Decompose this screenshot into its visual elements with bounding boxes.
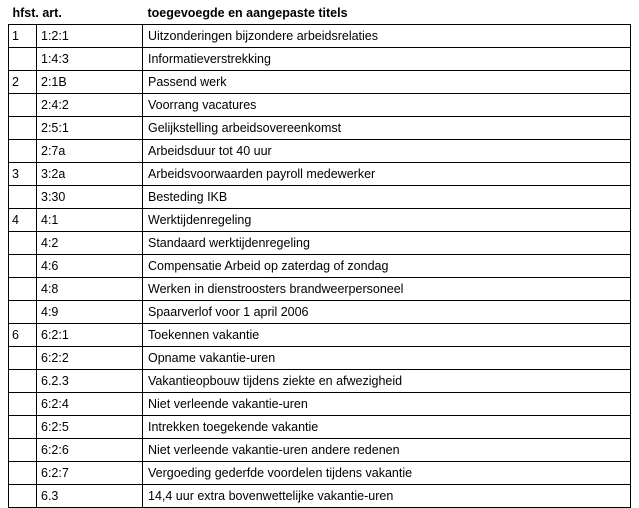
cell-hfst <box>9 48 37 71</box>
cell-art: 4:9 <box>37 301 143 324</box>
cell-hfst <box>9 462 37 485</box>
cell-art: 6.2.3 <box>37 370 143 393</box>
cell-titel: 14,4 uur extra bovenwettelijke vakantie-uren <box>143 485 631 508</box>
cell-art: 2:4:2 <box>37 94 143 117</box>
cell-hfst <box>9 94 37 117</box>
header-row <box>9 6 631 25</box>
cell-titel: Besteding IKB <box>143 186 631 209</box>
cell-hfst <box>9 140 37 163</box>
cell-art: 2:7a <box>37 140 143 163</box>
cell-art: 4:6 <box>37 255 143 278</box>
cell-hfst <box>9 347 37 370</box>
cell-art: 6:2:6 <box>37 439 143 462</box>
table-row <box>9 71 631 94</box>
cell-hfst: 3 <box>9 163 37 186</box>
cell-titel: Vergoeding gederfde voordelen tijdens vakantie <box>143 462 631 485</box>
cell-art: 1:2:1 <box>37 25 143 48</box>
cell-art: 6:2:1 <box>37 324 143 347</box>
cell-art: 6.3 <box>37 485 143 508</box>
header-titles: toegevoegde en aangepaste titels <box>147 6 348 20</box>
table-row <box>9 209 631 232</box>
cell-art: 3:30 <box>37 186 143 209</box>
cell-art: 1:4:3 <box>37 48 143 71</box>
cell-titel: Informatieverstrekking <box>143 48 631 71</box>
cell-titel: Vakantieopbouw tijdens ziekte en afwezigheid <box>143 370 631 393</box>
cell-titel: Arbeidsvoorwaarden payroll medewerker <box>143 163 631 186</box>
cell-hfst: 6 <box>9 324 37 347</box>
table-row <box>9 393 631 416</box>
cell-titel: Compensatie Arbeid op zaterdag of zondag <box>143 255 631 278</box>
table-row <box>9 416 631 439</box>
cell-titel: Spaarverlof voor 1 april 2006 <box>143 301 631 324</box>
cell-art: 4:2 <box>37 232 143 255</box>
cell-art: 2:5:1 <box>37 117 143 140</box>
cell-hfst <box>9 278 37 301</box>
cell-titel: Passend werk <box>143 71 631 94</box>
cell-hfst <box>9 301 37 324</box>
table-row <box>9 117 631 140</box>
cell-titel: Voorrang vacatures <box>143 94 631 117</box>
table-row <box>9 94 631 117</box>
table-row <box>9 485 631 508</box>
cell-hfst <box>9 439 37 462</box>
cell-hfst <box>9 370 37 393</box>
table-row <box>9 347 631 370</box>
cell-art: 6:2:7 <box>37 462 143 485</box>
cell-hfst <box>9 117 37 140</box>
table-row <box>9 439 631 462</box>
cell-titel: Opname vakantie-uren <box>143 347 631 370</box>
table-row <box>9 48 631 71</box>
cell-art: 3:2a <box>37 163 143 186</box>
cell-hfst <box>9 416 37 439</box>
cell-titel: Werken in dienstroosters brandweerpersoneel <box>143 278 631 301</box>
cell-titel: Toekennen vakantie <box>143 324 631 347</box>
cell-titel: Arbeidsduur tot 40 uur <box>143 140 631 163</box>
cell-art: 6:2:4 <box>37 393 143 416</box>
table-header <box>9 6 631 25</box>
cell-art: 6:2:5 <box>37 416 143 439</box>
table-row <box>9 324 631 347</box>
cell-hfst: 1 <box>9 25 37 48</box>
cell-titel: Gelijkstelling arbeidsovereenkomst <box>143 117 631 140</box>
table-row <box>9 163 631 186</box>
cell-titel: Werktijdenregeling <box>143 209 631 232</box>
cell-titel: Niet verleende vakantie-uren <box>143 393 631 416</box>
table-row <box>9 370 631 393</box>
cell-hfst: 4 <box>9 209 37 232</box>
table-row <box>9 186 631 209</box>
header-hfst-art: hfst. art. <box>12 6 62 20</box>
cell-titel: Standaard werktijdenregeling <box>143 232 631 255</box>
table-row <box>9 462 631 485</box>
cell-hfst <box>9 255 37 278</box>
cell-titel: Intrekken toegekende vakantie <box>143 416 631 439</box>
table-row <box>9 232 631 255</box>
cell-art: 2:1B <box>37 71 143 94</box>
cell-art: 4:8 <box>37 278 143 301</box>
cell-hfst <box>9 393 37 416</box>
cell-titel: Uitzonderingen bijzondere arbeidsrelaties <box>143 25 631 48</box>
table-row <box>9 301 631 324</box>
table-row <box>9 140 631 163</box>
table-row <box>9 278 631 301</box>
cell-hfst <box>9 232 37 255</box>
table-row <box>9 25 631 48</box>
cell-hfst: 2 <box>9 71 37 94</box>
table-body <box>9 25 631 508</box>
titles-table <box>8 6 631 508</box>
cell-art: 4:1 <box>37 209 143 232</box>
table-row <box>9 255 631 278</box>
cell-art: 6:2:2 <box>37 347 143 370</box>
cell-hfst <box>9 186 37 209</box>
cell-titel: Niet verleende vakantie-uren andere redenen <box>143 439 631 462</box>
cell-hfst <box>9 485 37 508</box>
